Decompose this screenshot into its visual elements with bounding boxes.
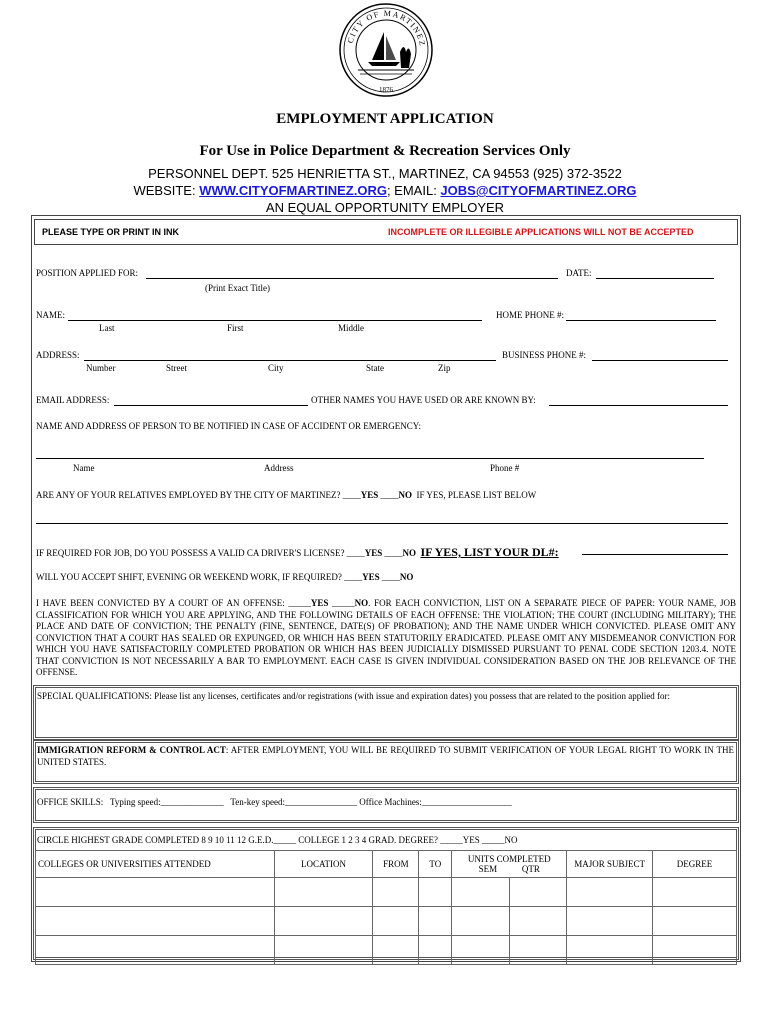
education-table bbox=[35, 850, 737, 965]
address-label: ADDRESS: bbox=[36, 350, 80, 360]
office-skills: OFFICE SKILLS: Typing speed:______________ Ten-key speed:________________ Office Machines:____________________ bbox=[37, 797, 512, 807]
email-label: EMAIL ADDRESS: bbox=[36, 395, 110, 405]
email-input[interactable] bbox=[114, 405, 308, 406]
home-phone-input[interactable] bbox=[566, 320, 716, 321]
emergency-input[interactable] bbox=[36, 458, 704, 459]
license-question: IF REQUIRED FOR JOB, DO YOU POSSESS A VALID CA DRIVER'S LICENSE? ____YES ____NO IF YES, LIST YOUR DL#: bbox=[36, 545, 559, 559]
immigration-text: IMMIGRATION REFORM & CONTROL ACT: AFTER EMPLOYMENT, YOU WILL BE REQUIRED TO SUBMIT VERIFICATION OF YOUR LEGAL RIGHT TO WORK IN THE UNITED STATES. bbox=[37, 745, 734, 767]
col-major: MAJOR SUBJECT bbox=[567, 851, 653, 878]
col-colleges: COLLEGES OR UNIVERSITIES ATTENDED bbox=[36, 851, 275, 878]
col-units: UNITS COMPLETED SEM QTR bbox=[452, 851, 567, 878]
col-from: FROM bbox=[373, 851, 419, 878]
name-first-hint: First bbox=[227, 323, 244, 333]
email-link[interactable]: JOBS@CITYOFMARTINEZ.ORG bbox=[440, 183, 637, 198]
office-machines-field[interactable]: Office Machines:____________________ bbox=[359, 797, 512, 807]
education-row[interactable] bbox=[36, 936, 737, 965]
addr-state-hint: State bbox=[366, 363, 384, 373]
conviction-paragraph: I HAVE BEEN CONVICTED BY A COURT OF AN OFFENSE: _____YES _____NO. FOR EACH CONVICTION, LIST ON A SEPARATE PIECE OF PAPER: YOUR NAME, JOB CLASSIFICATION FOR WHICH YOU ARE APPLYING, AND THE FOLLOWING DETAILS OF EACH OFFENSE: THE VIOLATION; THE COURT (INCLUDING MILITARY); THE PLACE AND DATE OF CONVICTION; THE PENALTY (FINE, SENTENCE, DATE(S) OF PROBATION); AND THE NAME UNDER WHICH CONVICTED. PLEASE OMIT ANY CONVICTION THAT A COURT HAS SEALED OR EXPUNGED, OR WHICH HAS BEEN STATUTORILY ERADICATED. PLEASE OMIT ANY MISDEMEANOR CONVICTION FOR WHICH YOU HAVE SATISFACTORILY COMPLETED PROBATION OR WHICH HAS BEEN JUDICIALLY DISMISSED PURSUANT TO PENAL CODE SECTION 1203.4. NOTE THAT CONVICTION IS NOT NECESSARILY A BAR TO EMPLOYMENT. EACH CASE IS GIVEN INDIVIDUAL CONSIDERATION BASED ON THE JOB RELEVANCE OF THE OFFENSE. bbox=[36, 598, 737, 677]
date-input[interactable] bbox=[596, 278, 714, 279]
addr-number-hint: Number bbox=[86, 363, 116, 373]
em-phone-hint: Phone # bbox=[490, 463, 520, 473]
notice-right: INCOMPLETE OR ILLEGIBLE APPLICATIONS WILL NOT BE ACCEPTED bbox=[388, 227, 694, 237]
name-label: NAME: bbox=[36, 310, 65, 320]
addr-zip-hint: Zip bbox=[438, 363, 451, 373]
shift-question: WILL YOU ACCEPT SHIFT, EVENING OR WEEKEND WORK, IF REQUIRED? ____YES ____NO bbox=[36, 572, 414, 582]
business-phone-label: BUSINESS PHONE #: bbox=[502, 350, 587, 360]
education-header-row bbox=[36, 851, 737, 878]
other-names-label: OTHER NAMES YOU HAVE USED OR ARE KNOWN BY: bbox=[311, 395, 536, 405]
special-label: SPECIAL QUALIFICATIONS: Please list any licenses, certificates and/or registrations (with issue and expiration dates) you possess that are related to the position applied for: bbox=[37, 691, 671, 701]
grade-line: CIRCLE HIGHEST GRADE COMPLETED 8 9 10 11 12 G.E.D._____ COLLEGE 1 2 3 4 GRAD. DEGREE? _____YES _____NO bbox=[37, 835, 518, 845]
print-exact-hint: (Print Exact Title) bbox=[205, 283, 270, 293]
addr-street-hint: Street bbox=[166, 363, 187, 373]
relatives-question: ARE ANY OF YOUR RELATIVES EMPLOYED BY THE CITY OF MARTINEZ? ____YES ____NO IF YES, PLEASE LIST BELOW bbox=[36, 490, 537, 500]
relatives-input[interactable] bbox=[36, 523, 728, 524]
em-address-hint: Address bbox=[264, 463, 294, 473]
dl-input[interactable] bbox=[582, 554, 728, 555]
form-title: EMPLOYMENT APPLICATION bbox=[276, 111, 494, 127]
date-label: DATE: bbox=[566, 268, 592, 278]
home-phone-label: HOME PHONE #: bbox=[496, 310, 565, 320]
position-label: POSITION APPLIED FOR: bbox=[36, 268, 139, 278]
form-subtitle: For Use in Police Department & Recreation Services Only bbox=[199, 143, 571, 159]
typing-speed-field[interactable]: Typing speed:______________ bbox=[110, 797, 224, 807]
address-input[interactable] bbox=[84, 360, 496, 361]
position-input[interactable] bbox=[146, 278, 558, 279]
seal-text: CITY OF MARTINEZ bbox=[345, 8, 427, 48]
col-location: LOCATION bbox=[274, 851, 373, 878]
name-input[interactable] bbox=[68, 320, 482, 321]
name-middle-hint: Middle bbox=[338, 323, 364, 333]
col-degree: DEGREE bbox=[653, 851, 737, 878]
address-line: PERSONNEL DEPT. 525 HENRIETTA ST., MARTINEZ, CA 94553 (925) 372-3522 bbox=[148, 166, 622, 181]
city-seal bbox=[338, 2, 434, 98]
em-name-hint: Name bbox=[73, 463, 95, 473]
name-last-hint: Last bbox=[99, 323, 115, 333]
website-link[interactable]: WWW.CITYOFMARTINEZ.ORG bbox=[199, 183, 387, 198]
other-names-input[interactable] bbox=[549, 405, 728, 406]
emergency-label: NAME AND ADDRESS OF PERSON TO BE NOTIFIED IN CASE OF ACCIDENT OR EMERGENCY: bbox=[36, 421, 421, 431]
business-phone-input[interactable] bbox=[592, 360, 728, 361]
tenkey-speed-field[interactable]: Ten-key speed:________________ bbox=[230, 797, 357, 807]
education-row[interactable] bbox=[36, 878, 737, 907]
eoe-line: AN EQUAL OPPORTUNITY EMPLOYER bbox=[265, 200, 505, 215]
education-row[interactable] bbox=[36, 907, 737, 936]
col-to: TO bbox=[419, 851, 452, 878]
addr-city-hint: City bbox=[268, 363, 284, 373]
notice-left: PLEASE TYPE OR PRINT IN INK bbox=[42, 227, 180, 237]
website-line: WEBSITE: WWW.CITYOFMARTINEZ.ORG; EMAIL: JOBS@CITYOFMARTINEZ.ORG bbox=[133, 183, 637, 198]
seal-year: 1876 bbox=[379, 86, 393, 94]
